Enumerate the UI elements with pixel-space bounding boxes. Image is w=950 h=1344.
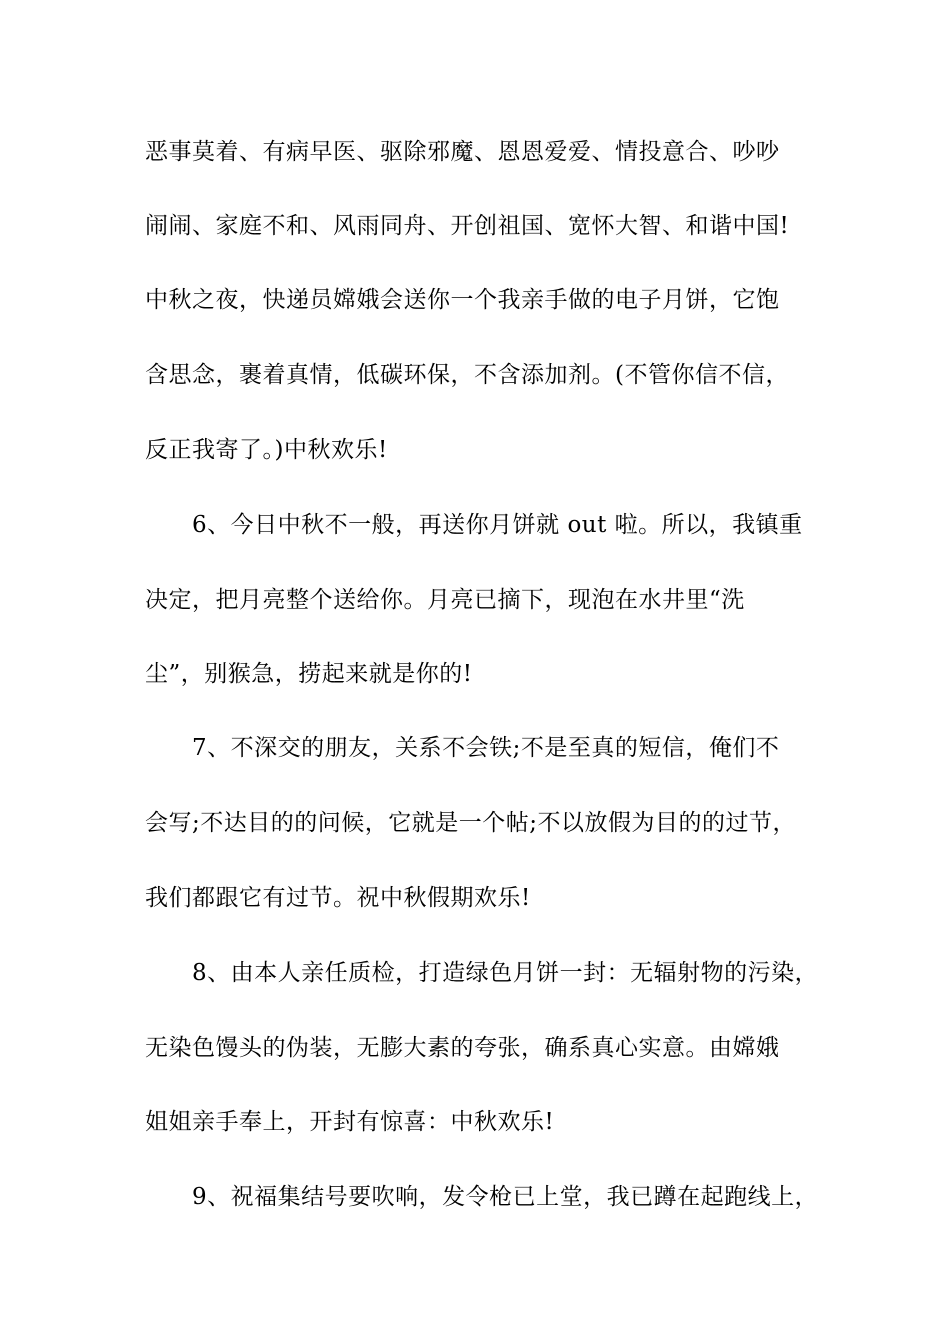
text-line: 我们都跟它有过节。祝中秋假期欢乐! <box>145 885 531 911</box>
text-line: 含思念，裹着真情，低碳环保，不含添加剂。(不管你信不信， <box>145 362 789 388</box>
text-line: 闹闹、家庭不和、风雨同舟、开创祖国、宽怀大智、和谐中国! <box>145 213 790 239</box>
text-line: 会写;不达目的的问候，它就是一个帖;不以放假为目的的过节， <box>145 810 796 836</box>
paragraph-6-start: 6、今日中秋不一般，再送你月饼就 out 啦。所以，我镇重 <box>192 512 803 538</box>
text-line: 姐姐亲手奉上，开封有惊喜：中秋欢乐! <box>145 1109 555 1135</box>
text-line: 反正我寄了。)中秋欢乐! <box>145 437 388 463</box>
text-line: 尘”，别猴急，捞起来就是你的! <box>145 661 473 687</box>
paragraph-7-start: 7、不深交的朋友，关系不会铁;不是至真的短信，俺们不 <box>192 735 780 761</box>
text-line: 恶事莫着、有病早医、驱除邪魔、恩恩爱爱、情投意合、吵吵 <box>145 139 780 165</box>
paragraph-9-start: 9、祝福集结号要吹响，发令枪已上堂，我已蹲在起跑线上， <box>192 1184 819 1210</box>
text-line: 中秋之夜，快递员嫦娥会送你一个我亲手做的电子月饼，它饱 <box>145 287 780 313</box>
paragraph-8-start: 8、由本人亲任质检，打造绿色月饼一封：无辐射物的污染， <box>192 960 819 986</box>
text-line: 决定，把月亮整个送给你。月亮已摘下，现泡在水井里“洗 <box>145 587 745 613</box>
text-line: 无染色馒头的伪装，无膨大素的夸张，确系真心实意。由嫦娥 <box>145 1035 780 1061</box>
